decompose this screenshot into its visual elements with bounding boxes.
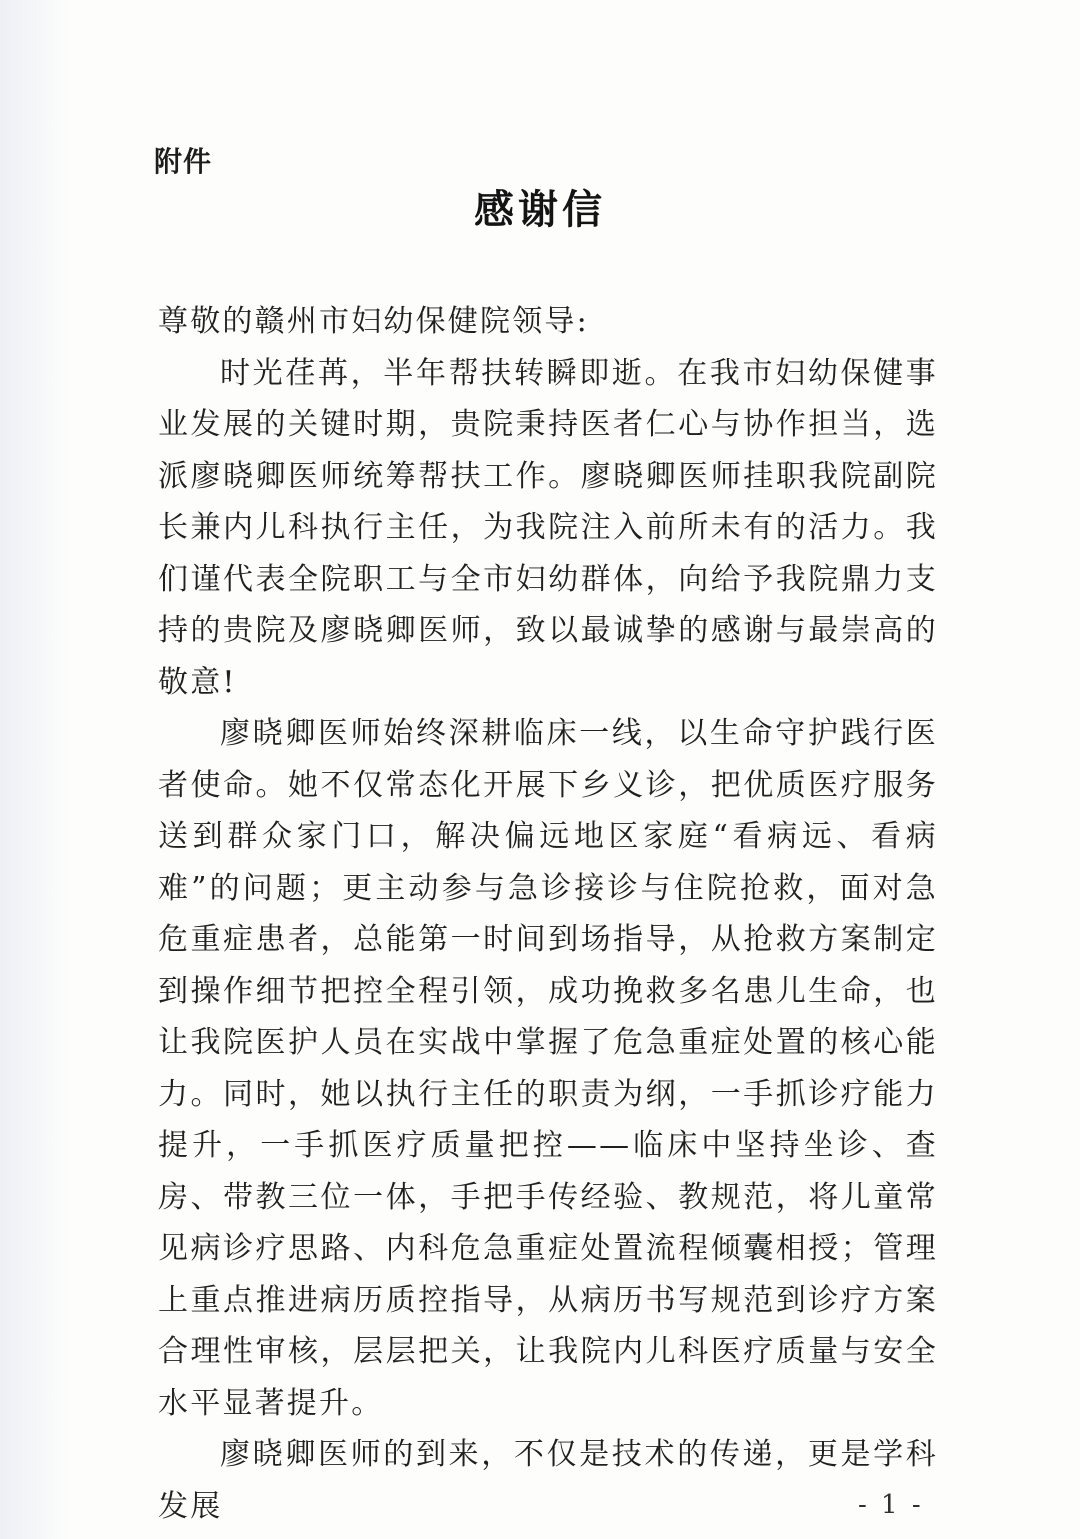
page-number: - 1 - (858, 1490, 924, 1520)
salutation: 尊敬的赣州市妇幼保健院领导: (158, 304, 589, 339)
paragraph-2: 廖晓卿医师始终深耕临床一线，以生命守护践行医者使命。她不仅常态化开展下乡义诊，把优质医疗服务送到群众家门口，解决偏远地区家庭“看病远、看病难”的问题；更主动参与急诊接诊与住院抢救，面对急危重症患者，总能第一时间到场指导，从抢救方案制定到操作细节把控全程引领，成功挽救多名患儿生命，也让我院医护人员在实战中掌握了危急重症处置的核心能力。同时，她以执行主任的职责为纲，一手抓诊疗能力提升，一手抓医疗质量把控——临床中坚持坐诊、查房、带教三位一体，手把手传经验、教规范，将儿童常见病诊疗思路、内科危急重症处置流程倾囊相授；管理上重点推进病历质控指导，从病历书写规范到诊疗方案合理性审核，层层把关，让我院内儿科医疗质量与安全水平显著提升。 (158, 716, 938, 1421)
paragraph-1: 时光荏苒，半年帮扶转瞬即逝。在我市妇幼保健事业发展的关键时期，贵院秉持医者仁心与协作担当，选派廖晓卿医师统筹帮扶工作。廖晓卿医师挂职我院副院长兼内儿科执行主任，为我院注入前所未有的活力。我们谨代表全院职工与全市妇幼群体，向给予我院鼎力支持的贵院及廖晓卿医师，致以最诚挚的感谢与最崇高的敬意! (158, 355, 938, 700)
letter-title: 感谢信 (474, 187, 606, 233)
paragraph-3: 廖晓卿医师的到来，不仅是技术的传递，更是学科发展 (158, 1437, 938, 1524)
attachment-label: 附件 (154, 145, 213, 178)
letter-body (158, 296, 938, 1532)
